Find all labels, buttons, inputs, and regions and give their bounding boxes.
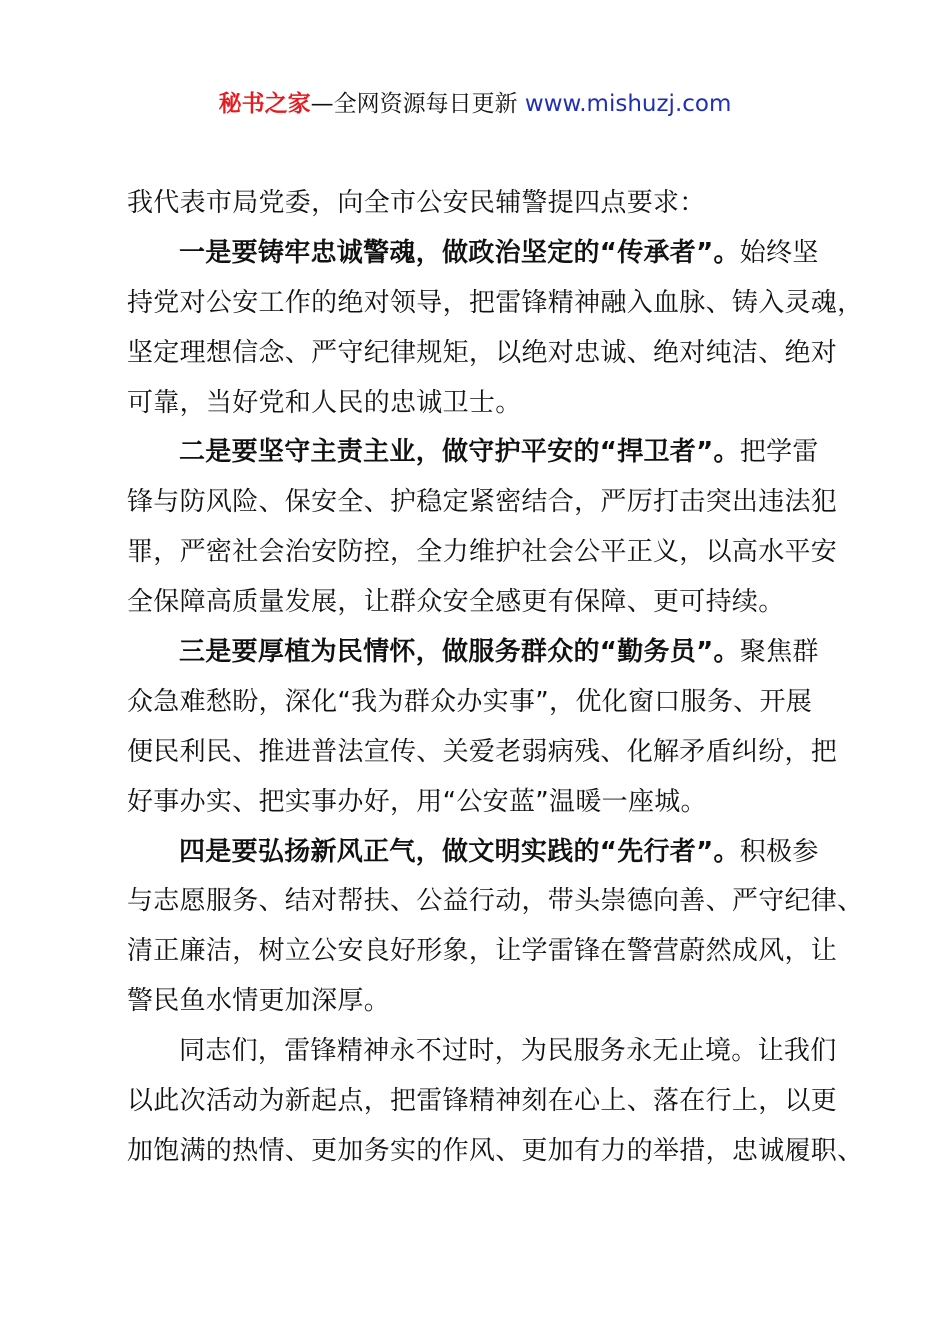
text-line: 清正廉洁，树立公安良好形象，让学雷锋在警营蔚然成风，让 — [127, 936, 838, 967]
document-body — [127, 179, 864, 1177]
requirement-paragraph-4 — [127, 828, 864, 1028]
text-fragment: 把学雷 — [739, 437, 819, 468]
intro-paragraph — [127, 179, 837, 229]
text-line: 坚定理想信念、严守纪律规矩，以绝对忠诚、绝对纯洁、绝对 — [127, 337, 838, 368]
site-url-link[interactable]: www.mishuzj.com — [524, 91, 732, 117]
text-line: 持党对公安工作的绝对领导，把雷锋精神融入血脉、铸入灵魂， — [127, 287, 864, 318]
text-fragment: 积极参 — [739, 836, 819, 867]
text-line: 我代表市局党委，向全市公安民辅警提四点要求： — [127, 188, 706, 218]
text-line: 同志们，雷锋精神永不过时，为民服务永无止境。让我们 — [179, 1036, 837, 1067]
text-line: 好事办实、把实事办好，用“公安蓝”温暖一座城。 — [127, 786, 707, 817]
text-line: 罪，严密社会治安防控，全力维护社会公平正义，以高水平安 — [127, 537, 838, 568]
text-line: 众急难愁盼，深化“我为群众办实事”，优化窗口服务、开展 — [127, 686, 813, 717]
text-line: 便民利民、推进普法宣传、关爱老弱病残、化解矛盾纠纷，把 — [127, 736, 838, 767]
text-line: 锋与防风险、保安全、护稳定紧密结合，严厉打击突出违法犯 — [127, 487, 838, 518]
text-line: 可靠，当好党和人民的忠诚卫士。 — [127, 387, 522, 418]
text-fragment: 聚焦群 — [739, 637, 819, 668]
closing-paragraph — [127, 1027, 864, 1177]
text-line: 以此次活动为新起点，把雷锋精神刻在心上、落在行上，以更 — [127, 1086, 838, 1117]
text-fragment: 始终坚 — [739, 237, 819, 268]
header-tagline: —全网资源每日更新 — [310, 91, 525, 117]
text-line — [127, 229, 837, 279]
text-line — [127, 828, 837, 878]
requirement-paragraph-3 — [127, 628, 837, 828]
paragraph-lead: 一是要铸牢忠诚警魂，做政治坚定的“传承者”。 — [179, 237, 740, 268]
paragraph-lead: 三是要厚植为民情怀，做服务群众的“勤务员”。 — [179, 637, 740, 668]
text-line: 加饱满的热情、更加务实的作风、更加有力的举措，忠诚履职、 — [127, 1135, 864, 1166]
brand-name: 秘书之家 — [218, 91, 311, 117]
text-line — [127, 628, 837, 678]
text-line: 与志愿服务、结对帮扶、公益行动，带头崇德向善、严守纪律、 — [127, 886, 864, 917]
requirement-paragraph-2 — [127, 428, 837, 628]
requirement-paragraph-1 — [127, 229, 864, 429]
paragraph-lead: 二是要坚守主责主业，做守护平安的“捍卫者”。 — [179, 437, 740, 468]
paragraph-lead: 四是要弘扬新风正气，做文明实践的“先行者”。 — [179, 836, 740, 867]
page-header — [0, 86, 950, 122]
text-line — [127, 428, 837, 478]
text-line: 警民鱼水情更加深厚。 — [127, 986, 391, 1017]
text-line: 全保障高质量发展，让群众安全感更有保障、更可持续。 — [127, 587, 785, 618]
